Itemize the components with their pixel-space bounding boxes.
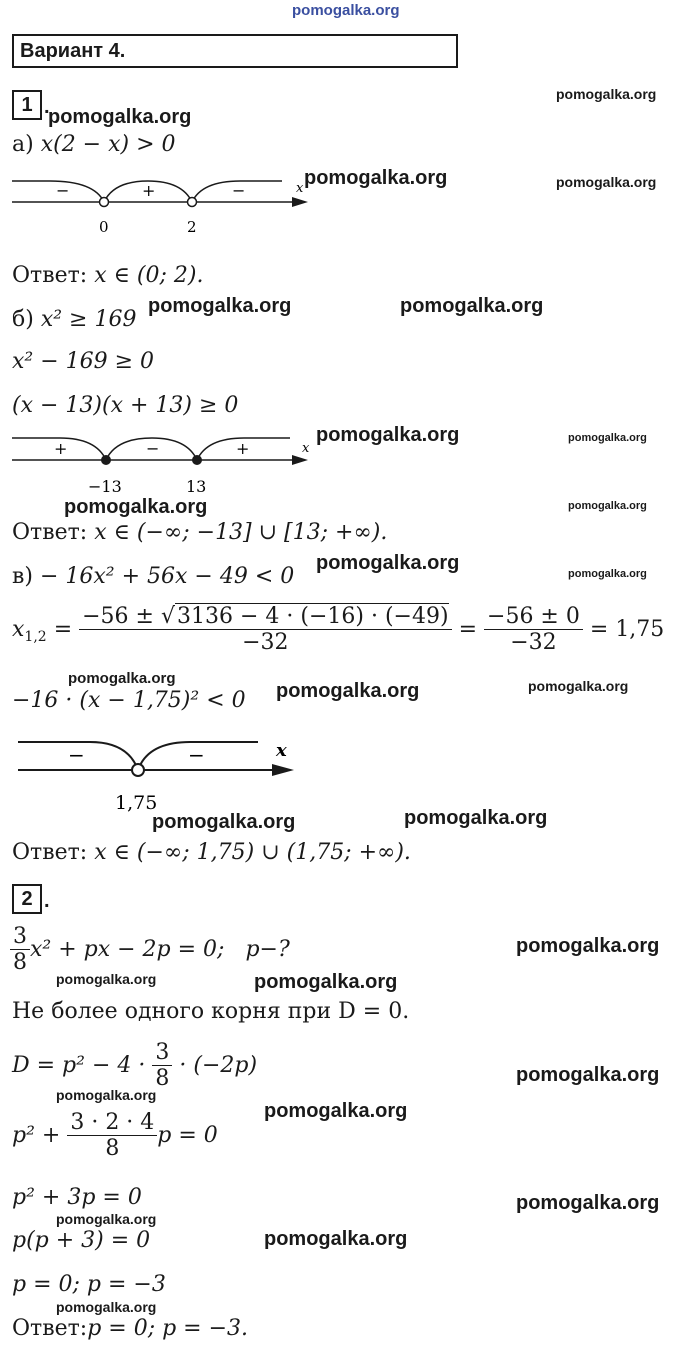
axis-arrow	[292, 455, 308, 465]
watermark: pomogalka.org	[568, 500, 647, 512]
task-2-discriminant	[12, 1040, 257, 1092]
sqrt-content: 3136 − 4 · (−16) · (−49)	[177, 604, 449, 629]
sign-2: −	[146, 439, 160, 458]
watermark: pomogalka.org	[400, 295, 544, 317]
point-open-175	[132, 764, 144, 776]
task-1b-line3: (x − 13)(x + 13) ≥ 0	[12, 393, 239, 418]
sign-3: +	[236, 439, 250, 458]
fraction-simplified	[484, 604, 583, 656]
number-line-1c	[0, 730, 320, 816]
task-1c-label: в)	[12, 564, 33, 589]
variant-header	[12, 34, 458, 68]
task-1a-line	[12, 132, 176, 157]
watermark: pomogalka.org	[516, 1192, 660, 1214]
sign-1: +	[54, 439, 68, 458]
point-label: 1,75	[115, 792, 158, 814]
task-2-line5: p = 0; p = −3	[12, 1272, 166, 1297]
task-1b-label: б)	[12, 307, 34, 332]
point-open-2	[188, 198, 197, 207]
equals: =	[589, 616, 609, 642]
task-1a-inequality: x(2 − x) > 0	[40, 132, 176, 157]
x-symbol: x	[12, 616, 25, 642]
point-label: −13	[88, 477, 122, 496]
task-1c-answer	[12, 840, 411, 865]
l2-right: p = 0	[157, 1122, 218, 1148]
task-1a-label: а)	[12, 132, 34, 157]
watermark: pomogalka.org	[48, 106, 192, 128]
equals: =	[53, 616, 73, 642]
point-label: 2	[187, 218, 197, 236]
answer-label: Ответ:	[12, 520, 88, 545]
task-1b-answer	[12, 520, 387, 545]
sign-2: −	[188, 743, 205, 767]
point-label: 13	[186, 477, 207, 496]
watermark: pomogalka.org	[152, 811, 296, 833]
watermark: pomogalka.org	[56, 1211, 157, 1227]
task-1b-line2: x² − 169 ≥ 0	[12, 349, 155, 374]
num-left: −56 ±	[82, 604, 154, 629]
watermark: pomogalka.org	[68, 670, 176, 687]
task-1a-answer	[12, 263, 203, 288]
number-line-1a	[0, 168, 320, 240]
watermark: pomogalka.org	[568, 432, 647, 444]
task-2-line3: p² + 3p = 0	[12, 1185, 142, 1210]
watermark: pomogalka.org	[276, 680, 420, 702]
watermark: pomogalka.org	[556, 174, 657, 190]
task-1c-line1	[12, 564, 294, 589]
fraction-numerator: 3	[152, 1040, 172, 1066]
task-1c-line3: −16 · (x − 1,75)² < 0	[12, 688, 246, 713]
point-filled-13	[192, 455, 202, 465]
fraction-numerator: 3	[10, 924, 30, 950]
root-result: 1,75	[615, 616, 665, 642]
task-1b-expr1: x² ≥ 169	[40, 307, 137, 332]
equation-rest: x² + px − 2p = 0;	[30, 936, 225, 962]
answer-label: Ответ:	[12, 1316, 88, 1341]
watermark: pomogalka.org	[516, 1064, 660, 1086]
answer-value: x ∈ (0; 2).	[94, 263, 204, 288]
fraction-discriminant	[79, 604, 451, 656]
axis-var: x	[296, 181, 304, 196]
task-1c-roots-formula	[12, 604, 664, 656]
fraction-numerator: −56 ± 0	[484, 604, 583, 630]
watermark: pomogalka.org	[64, 496, 208, 518]
l2-left: p² +	[12, 1122, 61, 1148]
sqrt-sign: √	[160, 604, 176, 629]
d-left: D = p² − 4 ·	[12, 1052, 146, 1078]
answer-label: Ответ:	[12, 263, 88, 288]
task-2-line2	[12, 1110, 218, 1162]
answer-value: p = 0; p = −3.	[87, 1316, 249, 1341]
task-2-number: 2	[12, 884, 42, 914]
watermark: pomogalka.org	[528, 678, 629, 694]
task-2-answer	[12, 1316, 248, 1341]
answer-value: x ∈ (−∞; 1,75) ∪ (1,75; +∞).	[94, 840, 411, 865]
task-1-number: 1	[12, 90, 42, 120]
equals: =	[458, 616, 478, 642]
watermark: pomogalka.org	[264, 1100, 408, 1122]
variant-title: Вариант 4.	[20, 40, 126, 62]
fraction-324-8	[67, 1110, 157, 1162]
answer-value: x ∈ (−∞; −13] ∪ [13; +∞).	[94, 520, 388, 545]
fraction-denominator: 8	[105, 1136, 120, 1162]
fraction-3-8	[152, 1040, 172, 1092]
watermark: pomogalka.org	[516, 935, 660, 957]
axis-var: x	[276, 740, 287, 761]
answer-label: Ответ:	[12, 840, 88, 865]
fraction-numerator: 3 · 2 · 4	[67, 1110, 157, 1136]
header-mask	[164, 38, 454, 64]
axis-arrow	[272, 764, 294, 776]
task-2-equation	[10, 924, 290, 976]
axis-var: x	[302, 441, 310, 456]
task-2-line4: p(p + 3) = 0	[12, 1228, 151, 1253]
point-open-0	[100, 198, 109, 207]
watermark: pomogalka.org	[148, 295, 292, 317]
fraction-denominator: −32	[510, 630, 557, 656]
sign-3: −	[232, 181, 246, 200]
task-1-dot: .	[44, 96, 50, 118]
watermark: pomogalka.org	[56, 1087, 157, 1103]
question: p−?	[245, 936, 290, 962]
watermark: pomogalka.org	[404, 807, 548, 829]
watermark: pomogalka.org	[56, 971, 157, 987]
watermark: pomogalka.org	[316, 424, 460, 446]
sign-2: +	[142, 181, 156, 200]
task-2-dot: .	[44, 890, 50, 912]
watermark: pomogalka.org	[56, 1299, 157, 1315]
watermark: pomogalka.org	[568, 568, 647, 580]
point-label: 0	[99, 218, 109, 236]
watermark: pomogalka.org	[254, 971, 398, 993]
axis-arrow	[292, 197, 308, 207]
watermark: pomogalka.org	[264, 1228, 408, 1250]
fraction-denominator: 8	[155, 1066, 170, 1092]
sign-1: −	[68, 743, 85, 767]
arc-left-end	[90, 742, 138, 770]
d-right: · (−2p)	[179, 1052, 258, 1078]
sign-1: −	[56, 181, 70, 200]
task-1c-expr1: − 16x² + 56x − 49 < 0	[39, 564, 295, 589]
fraction-numerator	[79, 604, 451, 630]
task-2-condition: Не более одного корня при D = 0.	[12, 999, 410, 1024]
watermark: pomogalka.org	[304, 167, 448, 189]
fraction-denominator: 8	[13, 950, 27, 976]
watermark-top: pomogalka.org	[292, 2, 400, 19]
fraction-denominator: −32	[242, 630, 289, 656]
number-line-1b	[0, 430, 320, 496]
x-subscript: 1,2	[24, 629, 47, 646]
watermark: pomogalka.org	[556, 86, 657, 102]
watermark: pomogalka.org	[316, 552, 460, 574]
point-filled-neg13	[101, 455, 111, 465]
task-1b-line1	[12, 307, 136, 332]
fraction-3-8	[10, 924, 30, 976]
